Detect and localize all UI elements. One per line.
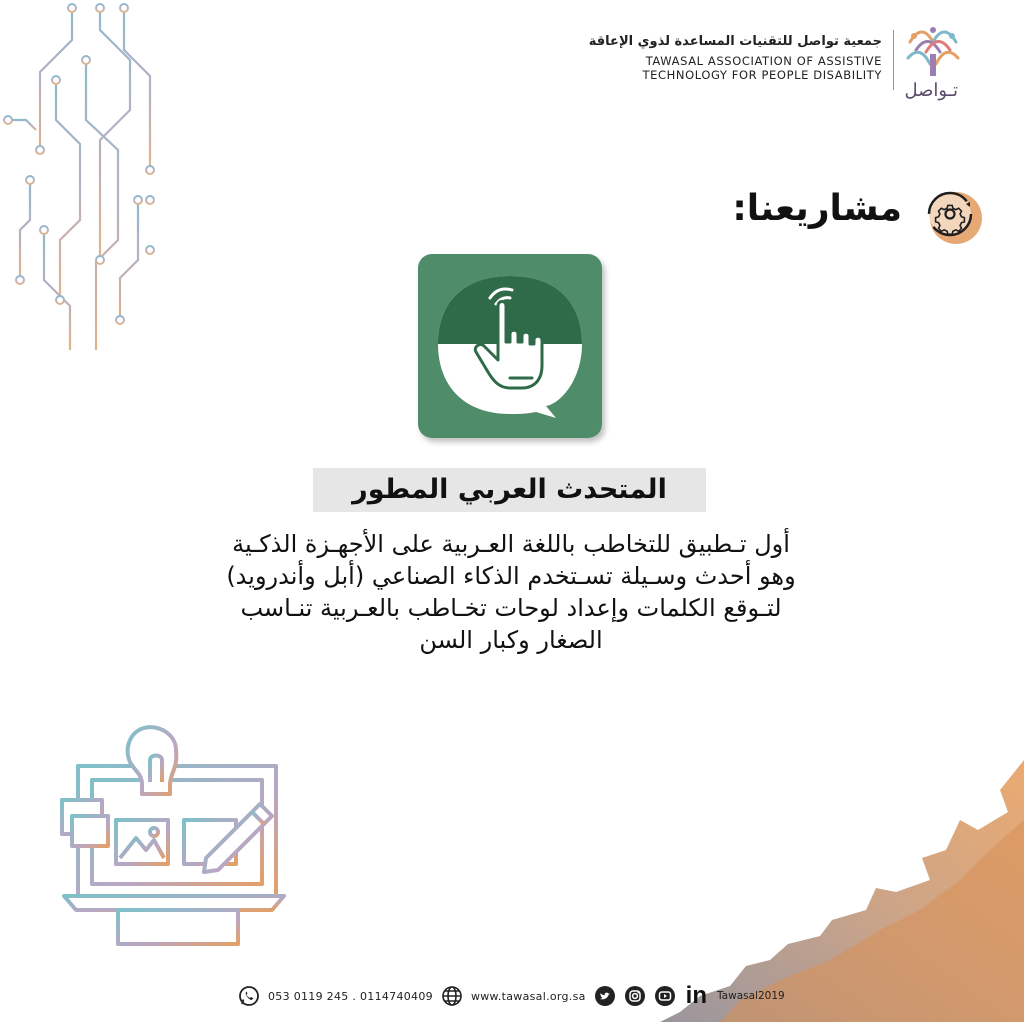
tawasal-logo-icon [900, 14, 966, 84]
circuit-decoration [0, 0, 170, 360]
logo-wordmark: تـواصل [904, 80, 958, 101]
tap-hand-chat-icon [418, 254, 602, 438]
instagram-icon[interactable] [624, 985, 646, 1007]
youtube-icon[interactable] [654, 985, 676, 1007]
linkedin-icon[interactable]: in [685, 982, 707, 1009]
app-description [150, 528, 872, 656]
globe-icon[interactable] [441, 985, 463, 1007]
org-name-english-line2: TECHNOLOGY FOR PEOPLE DISABILITY [642, 68, 882, 82]
logo-divider [893, 30, 894, 90]
organization-logo-block [588, 14, 994, 104]
app-name-title: المتحدث العربي المطور [313, 468, 706, 512]
description-line: لتـوقع الكلمات وإعداد لوحات تخـاطب بالعـربية تنـاسب [240, 594, 782, 622]
section-title: مشاريعنا: [732, 188, 902, 229]
phone-numbers: 053 0119 245 . 0114740409 [268, 989, 433, 1003]
website-link[interactable]: www.tawasal.org.sa [470, 989, 586, 1003]
social-handle: Tawasal2019 [717, 990, 785, 1002]
whatsapp-icon[interactable] [238, 985, 260, 1007]
twitter-icon[interactable] [594, 985, 616, 1007]
org-name-arabic: جمعية تواصل للتقنيات المساعدة لذوي الإعاقة [588, 34, 882, 49]
app-icon [418, 254, 602, 438]
description-line: أول تـطبيق للتخاطب باللغة العـربية على الأجهـزة الذكـية [232, 530, 790, 558]
org-name-english-line1: TAWASAL ASSOCIATION OF ASSISTIVE [645, 54, 882, 68]
description-line: الصغار وكبار السن [419, 626, 603, 654]
gear-icon [920, 184, 984, 248]
footer-contact-bar [238, 982, 785, 1010]
computer-lightbulb-illustration [58, 720, 298, 960]
description-line: وهو أحدث وسـيلة تسـتخدم الذكاء الصناعي (أبل وأندرويد) [226, 562, 796, 590]
